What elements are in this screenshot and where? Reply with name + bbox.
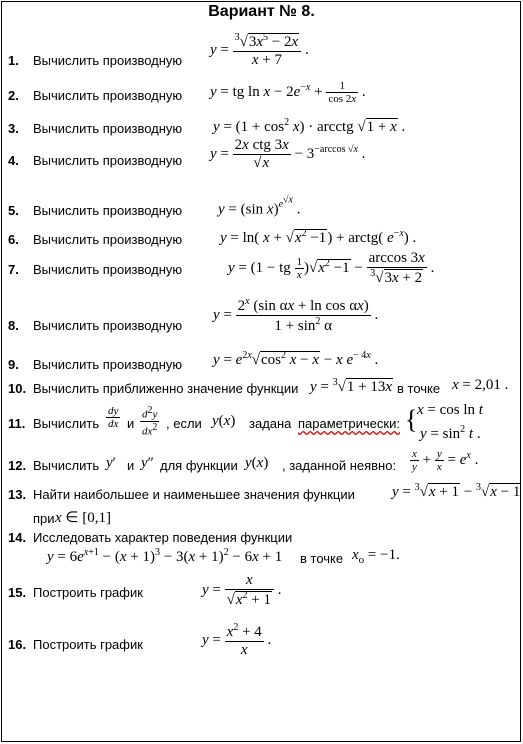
formula-8: y = $\frac{2^x (\sin \alpha x + \ln \cos \alpha x)}{1 + \sin^2 \alpha}$ . — [213, 296, 379, 334]
task-text: и — [127, 458, 135, 473]
task-number: 7. — [8, 262, 19, 277]
task-number: 11. — [8, 416, 26, 431]
formula-10: y = $^3$√1 + 13x — [310, 377, 393, 395]
formula-15: y = $\frac{x}{√x^2 + 1}$ . — [202, 572, 282, 608]
task-number: 1. — [8, 53, 19, 68]
task-number: 12. — [8, 458, 27, 473]
task-number: 8. — [8, 318, 19, 333]
formula-2: y = tg $\ln x - 2e^{-x}$ + $\frac{1}{\cos 2x}$ . — [210, 80, 366, 105]
formula-12-y1: y′ — [106, 455, 116, 471]
task-text: Вычислить производную — [33, 357, 183, 372]
formula-14: $y = 6e^{x+1} - (x + 1)^3 - 3(x + 1)^2 - 6x + 1$ — [47, 547, 283, 565]
task-number: 15. — [8, 585, 27, 600]
formula-12-yx: y(x) — [245, 455, 269, 471]
task-text: Вычислить производную — [33, 88, 183, 103]
task-number: 5. — [8, 203, 19, 218]
task-text: в точке — [300, 551, 344, 566]
formula-14-point: $x_o = -1$. — [352, 547, 400, 566]
task-text: Построить график — [33, 585, 143, 600]
formula-16: y = $\frac{x^2 + 4}{x}$ . — [202, 622, 272, 658]
task-text: Вычислить производную — [33, 203, 183, 218]
task-text: Вычислить производную — [33, 318, 183, 333]
task-text: Построить график — [33, 637, 143, 652]
task-text: Вычислить производную — [33, 153, 183, 168]
formula-1: y = $\frac{^3√3x^5 - 2x}{x + 7}$ . — [210, 32, 309, 68]
task-text: Вычислить — [33, 416, 100, 431]
task-text: Вычислить производную — [33, 262, 183, 277]
formula-11-yx: y(x) — [212, 413, 236, 429]
task-number: 14. — [8, 530, 27, 545]
task-number: 13. — [8, 487, 27, 502]
task-text: , заданной неявно: — [282, 458, 397, 473]
task-number: 16. — [8, 637, 27, 652]
formula-5: y = (sin x)$^{e^{√x}}$ . — [218, 195, 301, 218]
formula-4: y = $\frac{\text{2x ctg 3x}}{√x}$ − $3^{-arccos √x}$ . — [210, 137, 366, 171]
task-text-parametric: параметрически: — [298, 416, 400, 431]
formula-11-dy: $\frac{dy}{dx}$ — [108, 405, 119, 430]
task-text: Исследовать характер поведения функции — [33, 530, 293, 545]
formula-12-y2: y″ — [141, 455, 154, 471]
formula-12: $\frac{x}{y}$ + $\frac{y}{x}$ = $e^x$ . — [412, 448, 479, 473]
formula-10-point: x = 2,01 . — [452, 377, 509, 393]
formula-9: $y = e^{2x}√\cos^2$ x − x − x $e^{- 4x}$ . — [213, 350, 379, 368]
task-text: Вычислить — [33, 458, 100, 473]
task-text: при — [33, 511, 55, 526]
formula-3: $y = (1 + \cos^2 x)$ · arcctg √1 + x . — [213, 117, 406, 135]
formula-6: y = ln( $x + √x^2 -1$) + arctg( $e^{-x}$) . — [220, 228, 417, 246]
task-text: Вычислить производную — [33, 53, 183, 68]
task-text: Найти наибольшее и наименьшее значения функции — [33, 487, 355, 502]
task-text: Вычислить приближенно значение функции — [33, 381, 299, 396]
variant-title: Вариант № 8. — [208, 3, 315, 20]
task-text: , если — [166, 416, 202, 431]
task-text: Вычислить производную — [33, 121, 183, 136]
task-text: Вычислить производную — [33, 232, 183, 247]
task-text: задана — [249, 416, 292, 431]
formula-11-d2y: $\frac{d^2y}{dx^2}$ — [142, 405, 158, 438]
task-number: 9. — [8, 357, 19, 372]
task-number: 4. — [8, 153, 19, 168]
task-text: в точке — [397, 381, 441, 396]
task-number: 10. — [8, 381, 27, 396]
formula-11-y: $y = \sin^2 t$ . — [420, 424, 481, 442]
system-brace: { — [405, 405, 418, 434]
task-text: и — [127, 416, 135, 431]
formula-13-interval: x ∈ [0,1] — [55, 510, 111, 526]
task-number: 6. — [8, 232, 19, 247]
task-number: 2. — [8, 88, 19, 103]
formula-7: y = (1 − tg $\frac{1}{x}$ )$√x^2 -1$ − $\frac{\arccos 3x}{^3√3x + 2}$ . — [228, 250, 435, 286]
formula-13: y = $^3$√x + 1 − $^3$√x − 1 — [392, 482, 521, 500]
formula-11-x: x = cos ln t — [417, 402, 483, 418]
task-number: 3. — [8, 121, 19, 136]
task-text: для функции — [160, 458, 238, 473]
